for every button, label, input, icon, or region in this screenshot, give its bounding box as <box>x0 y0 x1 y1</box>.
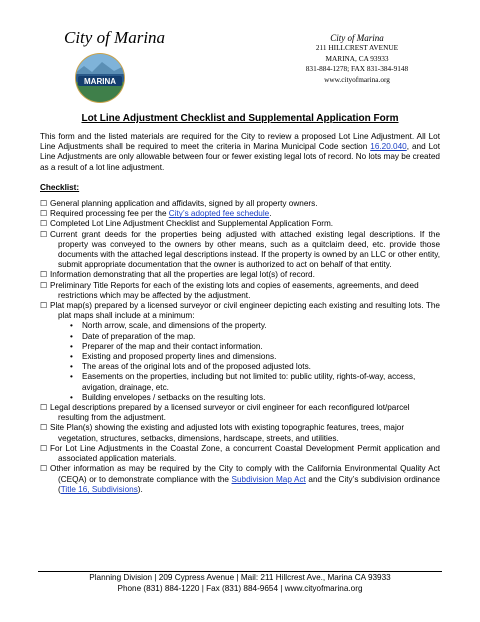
subdivision-map-act-link[interactable]: Subdivision Map Act <box>231 474 306 484</box>
checklist-item-text: Preliminary Title Reports for each of the existing lots and copies of easements, agreements, and deed restrictions which may be affected by the adjustment. <box>50 280 419 300</box>
bullet-icon: • <box>70 372 73 382</box>
checklist-item-text: Completed Lot Line Adjustment Checklist and Supplemental Application Form. <box>50 219 334 229</box>
intro-paragraph <box>40 132 440 173</box>
svg-text:MARINA: MARINA <box>84 77 116 86</box>
document-body <box>40 132 440 495</box>
list-item-text: The areas of the original lots and of the proposed adjusted lots. <box>82 362 311 372</box>
checklist-item-legal-descriptions[interactable] <box>40 403 440 423</box>
footer-line-2: Phone (831) 884-1220 | Fax (831) 884-9654 | www.cityofmarina.org <box>117 583 363 593</box>
address-website: www.cityofmarina.org <box>324 74 390 84</box>
checklist-item-coastal-zone[interactable] <box>40 444 440 464</box>
list-item <box>70 352 440 362</box>
checkbox-icon[interactable]: ☐ <box>40 209 48 219</box>
bullet-icon: • <box>70 362 73 372</box>
checklist-item-other-info[interactable] <box>40 464 440 495</box>
plat-map-requirements-list <box>40 321 440 403</box>
bullet-icon: • <box>70 341 73 351</box>
checklist-item-text: General planning application and affidavits, signed by all property owners. <box>50 199 318 209</box>
bullet-icon: • <box>70 352 73 362</box>
checklist-item-text: ). <box>137 484 143 494</box>
checklist-item-text: Legal descriptions prepared by a licensed surveyor or civil engineer for each reconfigured lot/parcel resulting from the adjustment. <box>50 403 410 423</box>
list-item <box>70 332 440 342</box>
footer-line-1: Planning Division | 209 Cypress Avenue | Mail: 211 Hillcrest Ave., Marina CA 93933 <box>89 573 391 582</box>
list-item <box>70 372 440 392</box>
checkbox-icon[interactable]: ☐ <box>40 229 48 239</box>
list-item-text: North arrow, scale, and dimensions of the property. <box>82 321 267 331</box>
bullet-icon: • <box>70 392 73 402</box>
list-item-text: Existing and proposed property lines and dimensions. <box>82 352 277 362</box>
list-item-text: Date of preparation of the map. <box>82 331 196 341</box>
checkbox-icon[interactable]: ☐ <box>40 219 48 229</box>
address-block <box>272 33 442 85</box>
list-item-text: Preparer of the map and their contact information. <box>82 341 263 351</box>
list-item <box>70 362 440 372</box>
address-line-city: MARINA, CA 93933 <box>325 53 389 63</box>
city-heading: City of Marina <box>64 28 166 47</box>
list-item-text: Easements on the properties, including but not limited to: public utility, rights-of-way, access, avigation, drainage, etc. <box>82 372 416 392</box>
checklist-item-text: Site Plan(s) showing the existing and adjusted lots with existing topographic features, trees, major vegetation, structures, setbacks, dimensions, hardscape, streets, and utilities. <box>50 423 405 443</box>
checklist-item-completed-form[interactable] <box>40 219 440 229</box>
checklist-item-text: Information demonstrating that all the properties are legal lot(s) of record. <box>50 270 315 280</box>
checklist-item-text: Plat map(s) prepared by a licensed surveyor or civil engineer depicting each existing and resulting lots. The plat maps shall include at a minimum: <box>50 301 440 321</box>
bullet-icon: • <box>70 331 73 341</box>
footer-divider <box>38 571 442 572</box>
checklist-item-title-reports[interactable] <box>40 281 440 301</box>
checkbox-icon[interactable]: ☐ <box>40 423 48 433</box>
list-item <box>70 321 440 331</box>
checklist-item-text: For Lot Line Adjustments in the Coastal Zone, a concurrent Coastal Development Permit application and associated application materials. <box>50 443 440 464</box>
address-line-street: 211 HILLCREST AVENUE <box>315 43 399 53</box>
checkbox-icon[interactable]: ☐ <box>40 199 48 209</box>
checklist-item-text: Other information as may be required by the City to comply with the California Environmental Quality Act (CEQA) or to demonstrate compliance with the <box>50 464 440 484</box>
checklist-heading: Checklist: <box>40 182 80 192</box>
checkbox-icon[interactable]: ☐ <box>40 270 48 280</box>
checklist-item-grant-deeds[interactable] <box>40 230 440 271</box>
list-item <box>70 393 440 403</box>
checkbox-icon[interactable]: ☐ <box>40 464 48 474</box>
intro-text-1: This form and the listed materials are required for the City to review a proposed Lot Line Adjustment. All Lot Line Adjustments shall be required to meet the criteria in Marina Municipal Code section <box>40 132 440 152</box>
checklist-item-text: and the City’s subdivision ordinance ( <box>58 474 440 494</box>
bullet-icon: • <box>70 321 73 331</box>
city-seal-logo <box>74 52 126 104</box>
checklist-item-application[interactable] <box>40 199 440 209</box>
code-section-link[interactable]: 16.20.040 <box>370 142 407 152</box>
list-item <box>70 342 440 352</box>
checklist-item-text: Current grant deeds for the properties being adjusted with attached existing legal descriptions. If the property was conveyed to the owners by other means, such as a quitclaim deed, etc. provide those documents with the attached legal descriptions instead. If the property is owned by an LLC or other entity, submit appropriate documentation that the owner is authorized to act on behalf of that entity. <box>50 229 440 270</box>
checklist-item-fee[interactable] <box>40 209 440 219</box>
address-city: City of Marina <box>330 33 384 43</box>
checkbox-icon[interactable]: ☐ <box>40 301 48 311</box>
checklist-item-text: . <box>269 209 272 219</box>
address-phone-fax: 831-884-1278; FAX 831-384-9148 <box>305 64 409 74</box>
list-item-text: Building envelopes / setbacks on the resulting lots. <box>82 392 266 402</box>
checkbox-icon[interactable]: ☐ <box>40 443 48 453</box>
checkbox-icon[interactable]: ☐ <box>40 403 48 413</box>
document-title: Lot Line Adjustment Checklist and Supplemental Application Form <box>81 113 399 124</box>
checklist-item-text: Required processing fee per the <box>50 209 169 219</box>
checklist-item-plat-maps[interactable] <box>40 301 440 321</box>
footer <box>0 573 480 594</box>
title-16-link[interactable]: Title 16, Subdivisions <box>60 484 138 494</box>
intro-text-2: , and Lot Line Adjustments are only allowable between four or fewer existing legal lots of record. No lots may be created as a result of a lot line adjustment. <box>40 142 440 172</box>
checklist-item-site-plans[interactable] <box>40 423 440 443</box>
checkbox-icon[interactable]: ☐ <box>40 280 48 290</box>
checklist-item-legal-lots[interactable] <box>40 270 440 280</box>
fee-schedule-link[interactable]: City’s adopted fee schedule <box>168 209 270 219</box>
